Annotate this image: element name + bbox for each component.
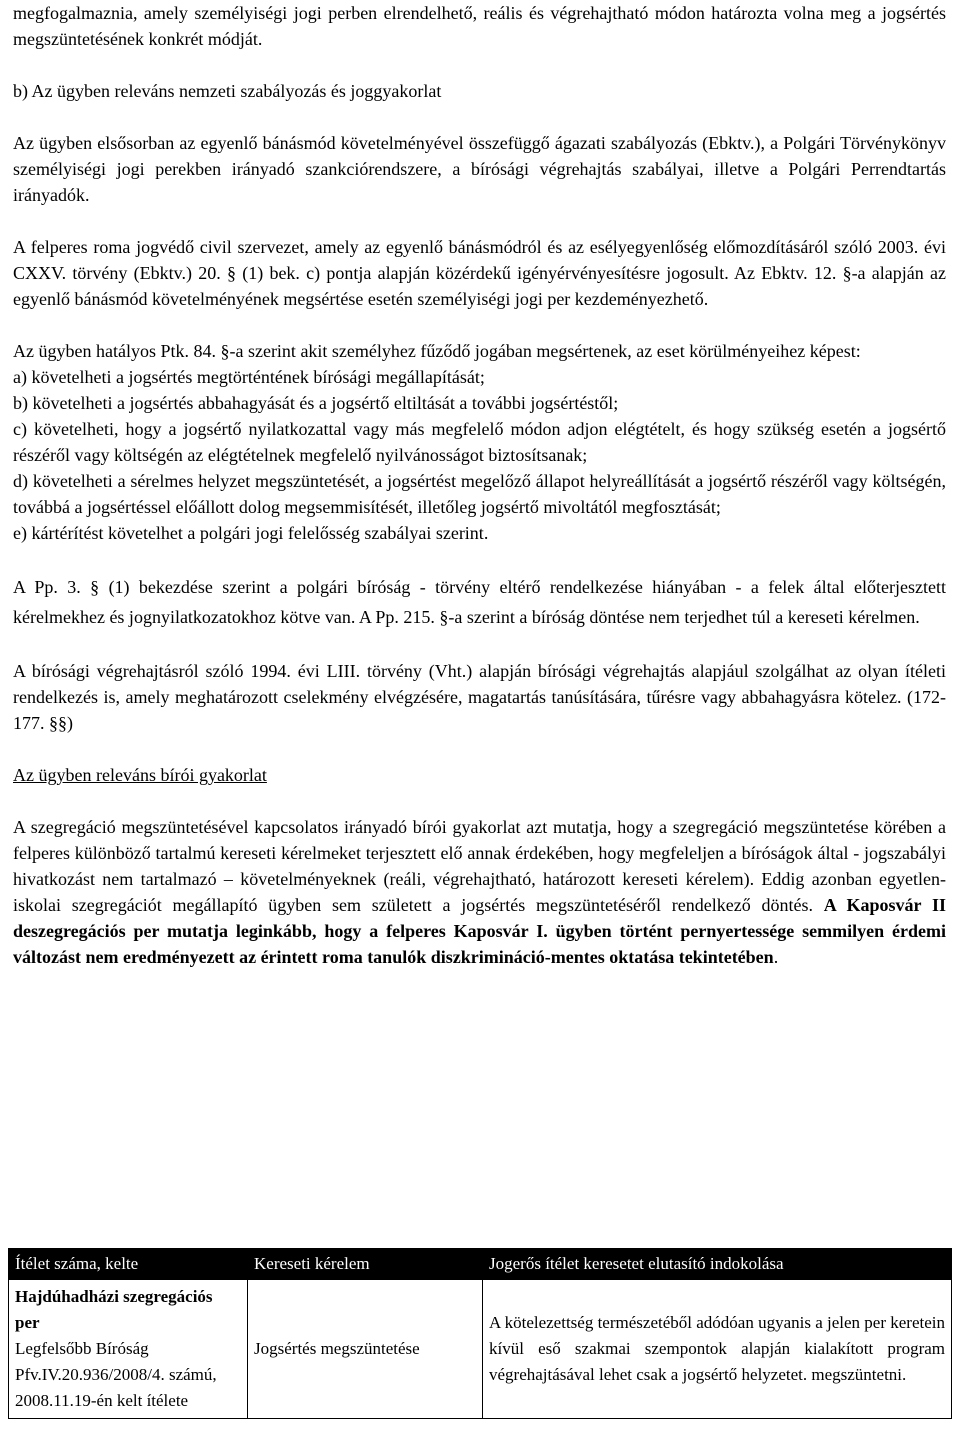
section-heading-b: b) Az ügyben releváns nemzeti szabályozás és joggyakorlat xyxy=(13,81,442,101)
court-practice-end: . xyxy=(773,947,779,967)
table-row xyxy=(9,1280,952,1419)
paragraph-regulation: Az ügyben elsősorban az egyenlő bánásmód követelményével összefüggő ágazati szabályozás (Ebktv.), a Polgári Törvénykönyv személyiségi jogi perekben irányadó szankciórendszere, a bírósági végrehajtás szabályai, illetve a Polgári Perrendtartás irányadók. xyxy=(13,133,946,205)
cell-claim: Jogsértés megszüntetése xyxy=(248,1280,483,1419)
paragraph-ptk: Az ügyben hatályos Ptk. 84. §-a szerint akit személyhez fűződő jogában megsértenek, az eset körülményeihez képest: xyxy=(13,341,861,361)
list-item-b: b) követelheti a jogsértés abbahagyását és a jogsértő eltiltását a további jogsértéstől; xyxy=(13,393,619,413)
paragraph-vht: A bírósági végrehajtásról szóló 1994. évi LIII. törvény (Vht.) alapján bírósági végrehajtás alapjául szolgálhat az olyan ítéleti rendelkezés is, amely meghatározott cselekmény elvégzésére, magatartás tanúsítására, tűrésre vagy abbahagyásra kötelez. (172-177. §§) xyxy=(13,661,946,733)
verdicts-table xyxy=(8,1248,952,1419)
header-final-judgment: Jogerős ítélet keresetet elutasító indokolása xyxy=(483,1249,952,1280)
list-item-d: d) követelheti a sérelmes helyzet megszüntetését, a jogsértést megelőző állapot helyreállítását a jogsértő részéről vagy költségén, továbbá a jogsértéssel előállott dolog megsemmisítését, illetőleg jogsértő mivoltától megfosztását; xyxy=(13,471,946,517)
header-verdict-number: Ítélet száma, kelte xyxy=(9,1249,248,1280)
paragraph-pp: A Pp. 3. § (1) bekezdése szerint a polgári bíróság - törvény eltérő rendelkezése hiányában - a felek által előterjesztett kérelmekhez és jognyilatkozatokhoz kötve van. A Pp. 215. §-a szerint a bíróság döntése nem terjedhet túl a kereseti kérelmen. xyxy=(13,577,946,627)
list-item-a: a) követelheti a jogsértés megtörténtének bírósági megállapítását; xyxy=(13,367,485,387)
court-practice-bold-text: A Kaposvár II deszegregációs per mutatja leginkább, hogy a felperes Kaposvár I. ügyben történt pernyertessége semmilyen érdemi változást nem eredményezett az érintett roma tanulók diszkrimináció-mentes oktatása tekintetében xyxy=(13,895,946,967)
paragraph-plaintiff: A felperes roma jogvédő civil szervezet, amely az egyenlő bánásmódról és az esélyegyenlőség előmozdításáról szóló 2003. évi CXXV. törvény (Ebktv.) 20. § (1) bek. c) pontja alapján közérdekű igényérvényesítésre jogosult. Az Ebktv. 12. §-a alapján az egyenlő bánásmód követelményének megsértése esetén személyiségi jogi per kezdeményezhető. xyxy=(13,237,946,309)
intro-paragraph: megfogalmaznia, amely személyiségi jogi perben elrendelhető, reális és végrehajtható módon határozta volna meg a jogsértés megszüntetésének konkrét módját. xyxy=(13,3,946,49)
section-heading-court-practice: Az ügyben releváns bírói gyakorlat xyxy=(13,765,267,785)
case-name: Hajdúhadházi szegregációs per xyxy=(15,1287,213,1332)
table-header-row xyxy=(9,1249,952,1280)
cell-verdict xyxy=(9,1280,248,1419)
list-item-c: c) követelheti, hogy a jogsértő nyilatkozattal vagy más megfelelő módon adjon elégtételt, és hogy szükség esetén a jogsértő részéről vagy költségén az elégtételnek megfelelő nyilvánosságot biztosítsanak; xyxy=(13,419,946,465)
case-reference: Legfelsőbb Bíróság Pfv.IV.20.936/2008/4. számú, 2008.11.19-én kelt ítélete xyxy=(15,1339,217,1410)
document-page xyxy=(13,0,946,970)
paragraph-court-practice xyxy=(13,814,946,970)
cell-reasoning: A kötelezettség természetéből adódóan ugyanis a jelen per keretein kívül eső szakmai szempontok alapján kialakított program végrehajtásával lehet csak a jogsértő helyzetet. megszüntetni. xyxy=(483,1280,952,1419)
list-item-e: e) kártérítést követelhet a polgári jogi felelősség szabályai szerint. xyxy=(13,523,489,543)
court-practice-text: A szegregáció megszüntetésével kapcsolatos irányadó bírói gyakorlat azt mutatja, hogy a szegregáció megszüntetése körében a felperes különböző tartalmú kereseti kérelmeket terjesztett elő annak érdekében, hogy megfeleljen a bíróságok által - jogszabályi hivatkozást nem tartalmazó – követelményeknek (reáli, végrehajtható, határozott kereseti kérelem). Eddig azonban egyetlen- iskolai szegregációt megállapító ügyben sem született a jogsértés megszüntetéséről rendelkező döntés. xyxy=(13,817,946,915)
header-claim: Kereseti kérelem xyxy=(248,1249,483,1280)
